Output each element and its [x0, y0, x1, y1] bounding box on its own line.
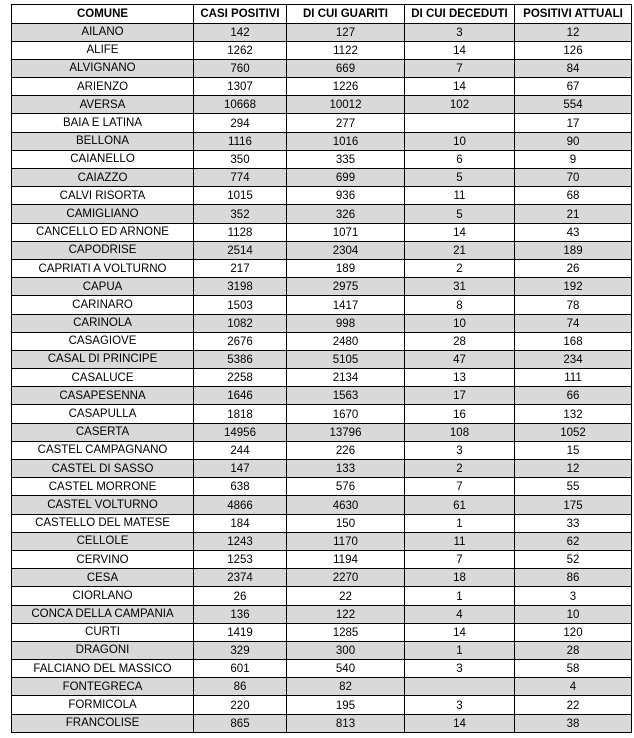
table-row	[12, 514, 632, 532]
cell-casi-positivi: 2374	[194, 569, 287, 587]
cell-comune: CELLOLE	[12, 532, 194, 550]
cell-comune: CALVI RISORTA	[12, 187, 194, 205]
cell-deceduti: 6	[405, 150, 515, 168]
table-row	[12, 41, 632, 59]
table-row	[12, 496, 632, 514]
table-row	[12, 532, 632, 550]
cell-deceduti: 61	[405, 496, 515, 514]
cell-deceduti: 5	[405, 205, 515, 223]
cell-casi-positivi: 774	[194, 169, 287, 187]
table-row	[12, 405, 632, 423]
cell-positivi-attuali: 175	[515, 496, 632, 514]
cell-guariti: 13796	[287, 423, 405, 441]
cell-positivi-attuali: 234	[515, 350, 632, 368]
cell-positivi-attuali: 66	[515, 387, 632, 405]
cell-deceduti: 14	[405, 41, 515, 59]
cell-positivi-attuali: 3	[515, 587, 632, 605]
cell-comune: CASALUCE	[12, 369, 194, 387]
cell-deceduti: 3	[405, 441, 515, 459]
table-row	[12, 605, 632, 623]
cell-comune: BAIA E LATINA	[12, 114, 194, 132]
cell-guariti: 127	[287, 23, 405, 41]
cell-comune: FORMICOLA	[12, 696, 194, 714]
cell-guariti: 189	[287, 259, 405, 277]
table-row	[12, 387, 632, 405]
table-row	[12, 714, 632, 732]
cell-deceduti: 47	[405, 350, 515, 368]
cell-casi-positivi: 136	[194, 605, 287, 623]
cell-deceduti: 4	[405, 605, 515, 623]
cell-comune: CARINARO	[12, 296, 194, 314]
cell-guariti: 122	[287, 605, 405, 623]
cell-positivi-attuali: 192	[515, 278, 632, 296]
cell-deceduti: 14	[405, 223, 515, 241]
cell-deceduti: 1	[405, 641, 515, 659]
cell-casi-positivi: 2676	[194, 332, 287, 350]
cell-comune: CASERTA	[12, 423, 194, 441]
cell-casi-positivi: 1128	[194, 223, 287, 241]
cell-deceduti: 14	[405, 714, 515, 732]
table-row	[12, 441, 632, 459]
cell-positivi-attuali: 17	[515, 114, 632, 132]
cell-deceduti: 7	[405, 550, 515, 568]
cell-comune: CASTEL DI SASSO	[12, 460, 194, 478]
table-row	[12, 169, 632, 187]
cell-positivi-attuali: 15	[515, 441, 632, 459]
cell-casi-positivi: 4866	[194, 496, 287, 514]
cell-positivi-attuali: 58	[515, 660, 632, 678]
cell-guariti: 1226	[287, 78, 405, 96]
cell-casi-positivi: 2258	[194, 369, 287, 387]
cell-comune: CERVINO	[12, 550, 194, 568]
cell-comune: CASAPESENNA	[12, 387, 194, 405]
cell-comune: BELLONA	[12, 132, 194, 150]
cell-positivi-attuali: 22	[515, 696, 632, 714]
cell-positivi-attuali: 4	[515, 678, 632, 696]
cell-comune: CANCELLO ED ARNONE	[12, 223, 194, 241]
cell-casi-positivi: 184	[194, 514, 287, 532]
cell-deceduti: 108	[405, 423, 515, 441]
cell-comune: CASTEL VOLTURNO	[12, 496, 194, 514]
cell-comune: CASTEL MORRONE	[12, 478, 194, 496]
cell-comune: CAIANELLO	[12, 150, 194, 168]
cell-positivi-attuali: 132	[515, 405, 632, 423]
cell-guariti: 2304	[287, 241, 405, 259]
cell-casi-positivi: 1818	[194, 405, 287, 423]
table-row	[12, 660, 632, 678]
cell-guariti: 2480	[287, 332, 405, 350]
cell-casi-positivi: 865	[194, 714, 287, 732]
cell-positivi-attuali: 38	[515, 714, 632, 732]
cell-comune: DRAGONI	[12, 641, 194, 659]
cell-guariti: 326	[287, 205, 405, 223]
cell-comune: CAIAZZO	[12, 169, 194, 187]
cell-casi-positivi: 352	[194, 205, 287, 223]
cell-casi-positivi: 1503	[194, 296, 287, 314]
cell-guariti: 936	[287, 187, 405, 205]
cell-casi-positivi: 1116	[194, 132, 287, 150]
cell-positivi-attuali: 28	[515, 641, 632, 659]
cell-comune: FRANCOLISE	[12, 714, 194, 732]
cell-casi-positivi: 1243	[194, 532, 287, 550]
column-header-positivi-attuali: POSITIVI ATTUALI	[515, 5, 632, 24]
table-row	[12, 696, 632, 714]
table-row	[12, 550, 632, 568]
cell-casi-positivi: 1307	[194, 78, 287, 96]
cell-deceduti: 3	[405, 23, 515, 41]
cell-positivi-attuali: 12	[515, 23, 632, 41]
cell-comune: CASTELLO DEL MATESE	[12, 514, 194, 532]
cell-guariti: 1122	[287, 41, 405, 59]
table-row	[12, 623, 632, 641]
cell-casi-positivi: 1015	[194, 187, 287, 205]
cell-casi-positivi: 142	[194, 23, 287, 41]
cell-casi-positivi: 147	[194, 460, 287, 478]
cell-comune: CASAGIOVE	[12, 332, 194, 350]
table-body	[12, 23, 632, 732]
table-row	[12, 350, 632, 368]
table-row	[12, 59, 632, 77]
cell-guariti: 1563	[287, 387, 405, 405]
cell-deceduti: 10	[405, 314, 515, 332]
cell-deceduti: 17	[405, 387, 515, 405]
cell-comune: CAPRIATI A VOLTURNO	[12, 259, 194, 277]
cell-guariti: 150	[287, 514, 405, 532]
cell-casi-positivi: 14956	[194, 423, 287, 441]
column-header-di-cui-deceduti: DI CUI DECEDUTI	[405, 5, 515, 24]
cell-guariti: 813	[287, 714, 405, 732]
cell-positivi-attuali: 168	[515, 332, 632, 350]
cell-comune: CASAL DI PRINCIPE	[12, 350, 194, 368]
cell-positivi-attuali: 111	[515, 369, 632, 387]
cell-casi-positivi: 1646	[194, 387, 287, 405]
cell-deceduti: 14	[405, 78, 515, 96]
cell-guariti: 335	[287, 150, 405, 168]
cell-comune: CASTEL CAMPAGNANO	[12, 441, 194, 459]
cell-deceduti: 31	[405, 278, 515, 296]
cell-casi-positivi: 220	[194, 696, 287, 714]
cell-deceduti: 10	[405, 132, 515, 150]
table-row	[12, 460, 632, 478]
cell-casi-positivi: 760	[194, 59, 287, 77]
cell-casi-positivi: 638	[194, 478, 287, 496]
cell-positivi-attuali: 84	[515, 59, 632, 77]
cell-casi-positivi: 217	[194, 259, 287, 277]
cell-casi-positivi: 244	[194, 441, 287, 459]
column-header-di-cui-guariti: DI CUI GUARITI	[287, 5, 405, 24]
cell-positivi-attuali: 26	[515, 259, 632, 277]
cell-deceduti: 3	[405, 660, 515, 678]
cell-deceduti: 8	[405, 296, 515, 314]
table-row	[12, 314, 632, 332]
cell-positivi-attuali: 21	[515, 205, 632, 223]
header-row	[12, 5, 632, 24]
cell-casi-positivi: 3198	[194, 278, 287, 296]
table-row	[12, 78, 632, 96]
cell-positivi-attuali: 9	[515, 150, 632, 168]
cell-casi-positivi: 601	[194, 660, 287, 678]
table-row	[12, 114, 632, 132]
cell-comune: CURTI	[12, 623, 194, 641]
cell-guariti: 1285	[287, 623, 405, 641]
cell-positivi-attuali: 68	[515, 187, 632, 205]
cell-positivi-attuali: 126	[515, 41, 632, 59]
table-row	[12, 205, 632, 223]
cell-positivi-attuali: 43	[515, 223, 632, 241]
cell-positivi-attuali: 554	[515, 96, 632, 114]
table-row	[12, 259, 632, 277]
cell-casi-positivi: 10668	[194, 96, 287, 114]
cell-casi-positivi: 1262	[194, 41, 287, 59]
column-header-comune: COMUNE	[12, 5, 194, 24]
cell-guariti: 2270	[287, 569, 405, 587]
cell-deceduti: 18	[405, 569, 515, 587]
cell-positivi-attuali: 1052	[515, 423, 632, 441]
cell-guariti: 226	[287, 441, 405, 459]
cell-casi-positivi: 86	[194, 678, 287, 696]
cell-comune: CASAPULLA	[12, 405, 194, 423]
cell-comune: CESA	[12, 569, 194, 587]
cell-guariti: 4630	[287, 496, 405, 514]
cell-deceduti: 11	[405, 187, 515, 205]
cell-positivi-attuali: 12	[515, 460, 632, 478]
cell-positivi-attuali: 70	[515, 169, 632, 187]
cell-guariti: 195	[287, 696, 405, 714]
cell-deceduti	[405, 114, 515, 132]
cell-comune: CARINOLA	[12, 314, 194, 332]
table-row	[12, 587, 632, 605]
table-row	[12, 296, 632, 314]
cell-positivi-attuali: 10	[515, 605, 632, 623]
cell-positivi-attuali: 189	[515, 241, 632, 259]
table-row	[12, 569, 632, 587]
cell-guariti: 82	[287, 678, 405, 696]
cell-comune: ALVIGNANO	[12, 59, 194, 77]
cell-guariti: 576	[287, 478, 405, 496]
cell-deceduti: 16	[405, 405, 515, 423]
cell-guariti: 5105	[287, 350, 405, 368]
table-row	[12, 678, 632, 696]
cell-comune: AILANO	[12, 23, 194, 41]
table-row	[12, 423, 632, 441]
cell-casi-positivi: 1082	[194, 314, 287, 332]
cell-deceduti: 1	[405, 587, 515, 605]
cell-positivi-attuali: 33	[515, 514, 632, 532]
cell-comune: CAPODRISE	[12, 241, 194, 259]
table-row	[12, 369, 632, 387]
cell-positivi-attuali: 74	[515, 314, 632, 332]
cell-comune: ARIENZO	[12, 78, 194, 96]
cell-casi-positivi: 2514	[194, 241, 287, 259]
table-row	[12, 332, 632, 350]
table-row	[12, 478, 632, 496]
cell-casi-positivi: 294	[194, 114, 287, 132]
cell-casi-positivi: 5386	[194, 350, 287, 368]
cell-comune: FONTEGRECA	[12, 678, 194, 696]
cell-guariti: 998	[287, 314, 405, 332]
table-row	[12, 150, 632, 168]
cell-comune: CONCA DELLA CAMPANIA	[12, 605, 194, 623]
cell-guariti: 699	[287, 169, 405, 187]
cell-casi-positivi: 329	[194, 641, 287, 659]
table-row	[12, 223, 632, 241]
table-row	[12, 641, 632, 659]
cell-positivi-attuali: 120	[515, 623, 632, 641]
cell-positivi-attuali: 90	[515, 132, 632, 150]
cell-guariti: 2975	[287, 278, 405, 296]
cell-deceduti: 14	[405, 623, 515, 641]
cell-guariti: 300	[287, 641, 405, 659]
cell-positivi-attuali: 78	[515, 296, 632, 314]
cell-deceduti: 5	[405, 169, 515, 187]
spreadsheet	[11, 4, 631, 733]
cell-deceduti: 2	[405, 460, 515, 478]
cell-casi-positivi: 350	[194, 150, 287, 168]
cell-deceduti: 13	[405, 369, 515, 387]
table-row	[12, 278, 632, 296]
cell-comune: CAPUA	[12, 278, 194, 296]
cell-positivi-attuali: 52	[515, 550, 632, 568]
cell-deceduti: 28	[405, 332, 515, 350]
covid-cases-table	[11, 4, 632, 733]
table-row	[12, 187, 632, 205]
cell-deceduti: 7	[405, 478, 515, 496]
table-row	[12, 96, 632, 114]
cell-comune: ALIFE	[12, 41, 194, 59]
cell-positivi-attuali: 86	[515, 569, 632, 587]
cell-guariti: 1071	[287, 223, 405, 241]
cell-guariti: 277	[287, 114, 405, 132]
cell-guariti: 1016	[287, 132, 405, 150]
table-row	[12, 241, 632, 259]
cell-guariti: 1417	[287, 296, 405, 314]
cell-guariti: 133	[287, 460, 405, 478]
cell-deceduti: 102	[405, 96, 515, 114]
cell-deceduti	[405, 678, 515, 696]
cell-guariti: 1170	[287, 532, 405, 550]
cell-guariti: 669	[287, 59, 405, 77]
cell-positivi-attuali: 67	[515, 78, 632, 96]
cell-deceduti: 21	[405, 241, 515, 259]
table-row	[12, 23, 632, 41]
cell-guariti: 2134	[287, 369, 405, 387]
column-header-casi-positivi: CASI POSITIVI	[194, 5, 287, 24]
cell-comune: AVERSA	[12, 96, 194, 114]
cell-guariti: 540	[287, 660, 405, 678]
cell-deceduti: 2	[405, 259, 515, 277]
cell-casi-positivi: 26	[194, 587, 287, 605]
cell-guariti: 1194	[287, 550, 405, 568]
cell-guariti: 10012	[287, 96, 405, 114]
cell-comune: CIORLANO	[12, 587, 194, 605]
cell-deceduti: 7	[405, 59, 515, 77]
table-row	[12, 132, 632, 150]
cell-deceduti: 3	[405, 696, 515, 714]
cell-deceduti: 11	[405, 532, 515, 550]
cell-positivi-attuali: 62	[515, 532, 632, 550]
cell-guariti: 22	[287, 587, 405, 605]
cell-guariti: 1670	[287, 405, 405, 423]
cell-positivi-attuali: 55	[515, 478, 632, 496]
cell-casi-positivi: 1253	[194, 550, 287, 568]
cell-deceduti: 1	[405, 514, 515, 532]
cell-comune: FALCIANO DEL MASSICO	[12, 660, 194, 678]
cell-casi-positivi: 1419	[194, 623, 287, 641]
cell-comune: CAMIGLIANO	[12, 205, 194, 223]
